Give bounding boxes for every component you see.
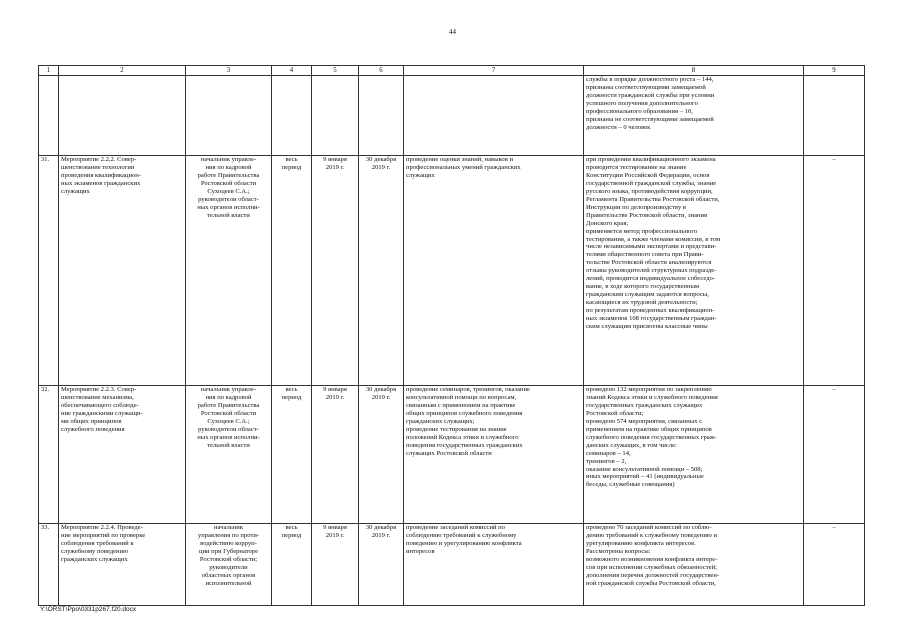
table-row	[39, 524, 865, 606]
end-date-cell: 30 декабря 2019 г.	[359, 524, 404, 606]
period-cell: весь период	[272, 524, 312, 606]
note-cell: –	[804, 524, 865, 606]
start-date-cell: 9 января 2019 г.	[312, 524, 359, 606]
table-row	[39, 156, 865, 386]
expected-result-cell: проведение оценки знаний, навыков и профессиональных умений гражданских служащих	[404, 156, 584, 386]
note-cell: –	[804, 386, 865, 524]
start-date-cell: 9 января 2019 г.	[312, 156, 359, 386]
expected-result-cell: проведение семинаров, тренингов, оказание консультативной помощи по вопросам, связанным с применением на практике общих принципов служебного поведения гражданских служащих; проведение тестирования на знание положений Кодекса этики и служебного поведения государственных гражданских служащих Ростовской области	[404, 386, 584, 524]
results-cell: проведено 132 мероприятия по закреплению знаний Кодекса этики и служебного поведения государственных гражданских служащих Ростовской области; проведено 574 мероприятия, связанных с применением на практике общих принципов служебного поведения государственных граж- данских служащих, в том числе: семинаров – 14, тренингов – 2, оказание консультативной помощи – 508; иных мероприятий – 41 (индивидуальные беседы, служебные совещания)	[584, 386, 804, 524]
measure-cell: Мероприятие 2.2.2. Совер- шенствование технологии проведения квалификацион- ных экзаменов гражданских служащих	[59, 156, 186, 386]
end-date-cell: 30 декабря 2019 г.	[359, 156, 404, 386]
measures-table	[38, 65, 865, 606]
file-path-footer: Y:\ORST\Ppo\0331p267.f20.docx	[40, 606, 137, 613]
column-header: 5	[312, 66, 359, 76]
note-cell: –	[804, 156, 865, 386]
expected-result-cell: проведение заседаний комиссий по соблюдению требований к служебному поведению и урегулированию конфликта интересов	[404, 524, 584, 606]
column-header: 8	[584, 66, 804, 76]
row-number: 31.	[39, 156, 59, 386]
responsible-cell: начальник управле- ния по кадровой работе Правительства Ростовской области Сухоцеев С.А.; руководители област- ных органов исполни- тельной власти	[186, 386, 272, 524]
responsible-cell: начальник управления по проти- водействию корруп- ции при Губернаторе Ростовской области; руководители областных органов исполнительной	[186, 524, 272, 606]
results-cell: при проведении квалификационного экзамена проводится тестирование на знание Конституции Российской Федерации, основ государственной гражданской службы, знание русского языка, противодействия коррупции, Регламента Правительства Ростовской области, Инструкции по делопроизводству в Правительстве Ростовской области, знания Донского края; применяется метод профессионального тестирования, а также членами комиссии, в том числе независимыми экспертами и представи- телями общественного совета при Прави- тельстве Ростовской области анализируются отзывы руководителей структурных подразде- лений, проводится индивидуальное собеседо- вание, в ходе которого государственным гражданским служащим задаются вопросы, касающиеся их трудовой деятельности; по результатам проведенных квалификацион- ных экзаменов 108 государственным граждан- ским служащим присвоены классные чины	[584, 156, 804, 386]
column-header: 2	[59, 66, 186, 76]
column-header: 7	[404, 66, 584, 76]
row-number: 32.	[39, 386, 59, 524]
results-cell: проведено 70 заседаний комиссий по соблю- дению требований к служебному поведению и урегулированию конфликта интересов. Рассмотрены вопросы: возможного возникновения конфликта интере- сов при исполнении служебных обязанностей; дополнения перечня должностей государствен- ной гражданской службы Ростовской области,	[584, 524, 804, 606]
column-header: 9	[804, 66, 865, 76]
column-header: 6	[359, 66, 404, 76]
column-header: 4	[272, 66, 312, 76]
measure-cell: Мероприятие 2.2.4. Проведе- ние мероприятий по проверке соблюдения требований к служебному поведению гражданских служащих	[59, 524, 186, 606]
responsible-cell: начальник управле- ния по кадровой работе Правительства Ростовской области Сухоцеев С.А.; руководители област- ных органов исполни- тельной власти	[186, 156, 272, 386]
end-date-cell: 30 декабря 2019 г.	[359, 386, 404, 524]
period-cell: весь период	[272, 156, 312, 386]
measure-cell: Мероприятие 2.2.3. Совер- шенствование механизма, обеспечивающего соблюде- ние гражданскими служащи- ми общих принципов служебного поведения	[59, 386, 186, 524]
row-number: 33.	[39, 524, 59, 606]
page-number: 44	[449, 28, 456, 36]
column-header: 3	[186, 66, 272, 76]
table-header-row	[39, 66, 865, 76]
column-header: 1	[39, 66, 59, 76]
table-row-continuation	[39, 76, 865, 156]
results-cell: службы в порядке должностного роста – 144, признаны соответствующими замещаемой должности гражданской службы при условии успешного получения дополнительного профессионального образования – 10, признаны не соответствующими замещаемой должности – 0 человек	[584, 76, 804, 156]
period-cell: весь период	[272, 386, 312, 524]
table-row	[39, 386, 865, 524]
start-date-cell: 9 января 2019 г.	[312, 386, 359, 524]
